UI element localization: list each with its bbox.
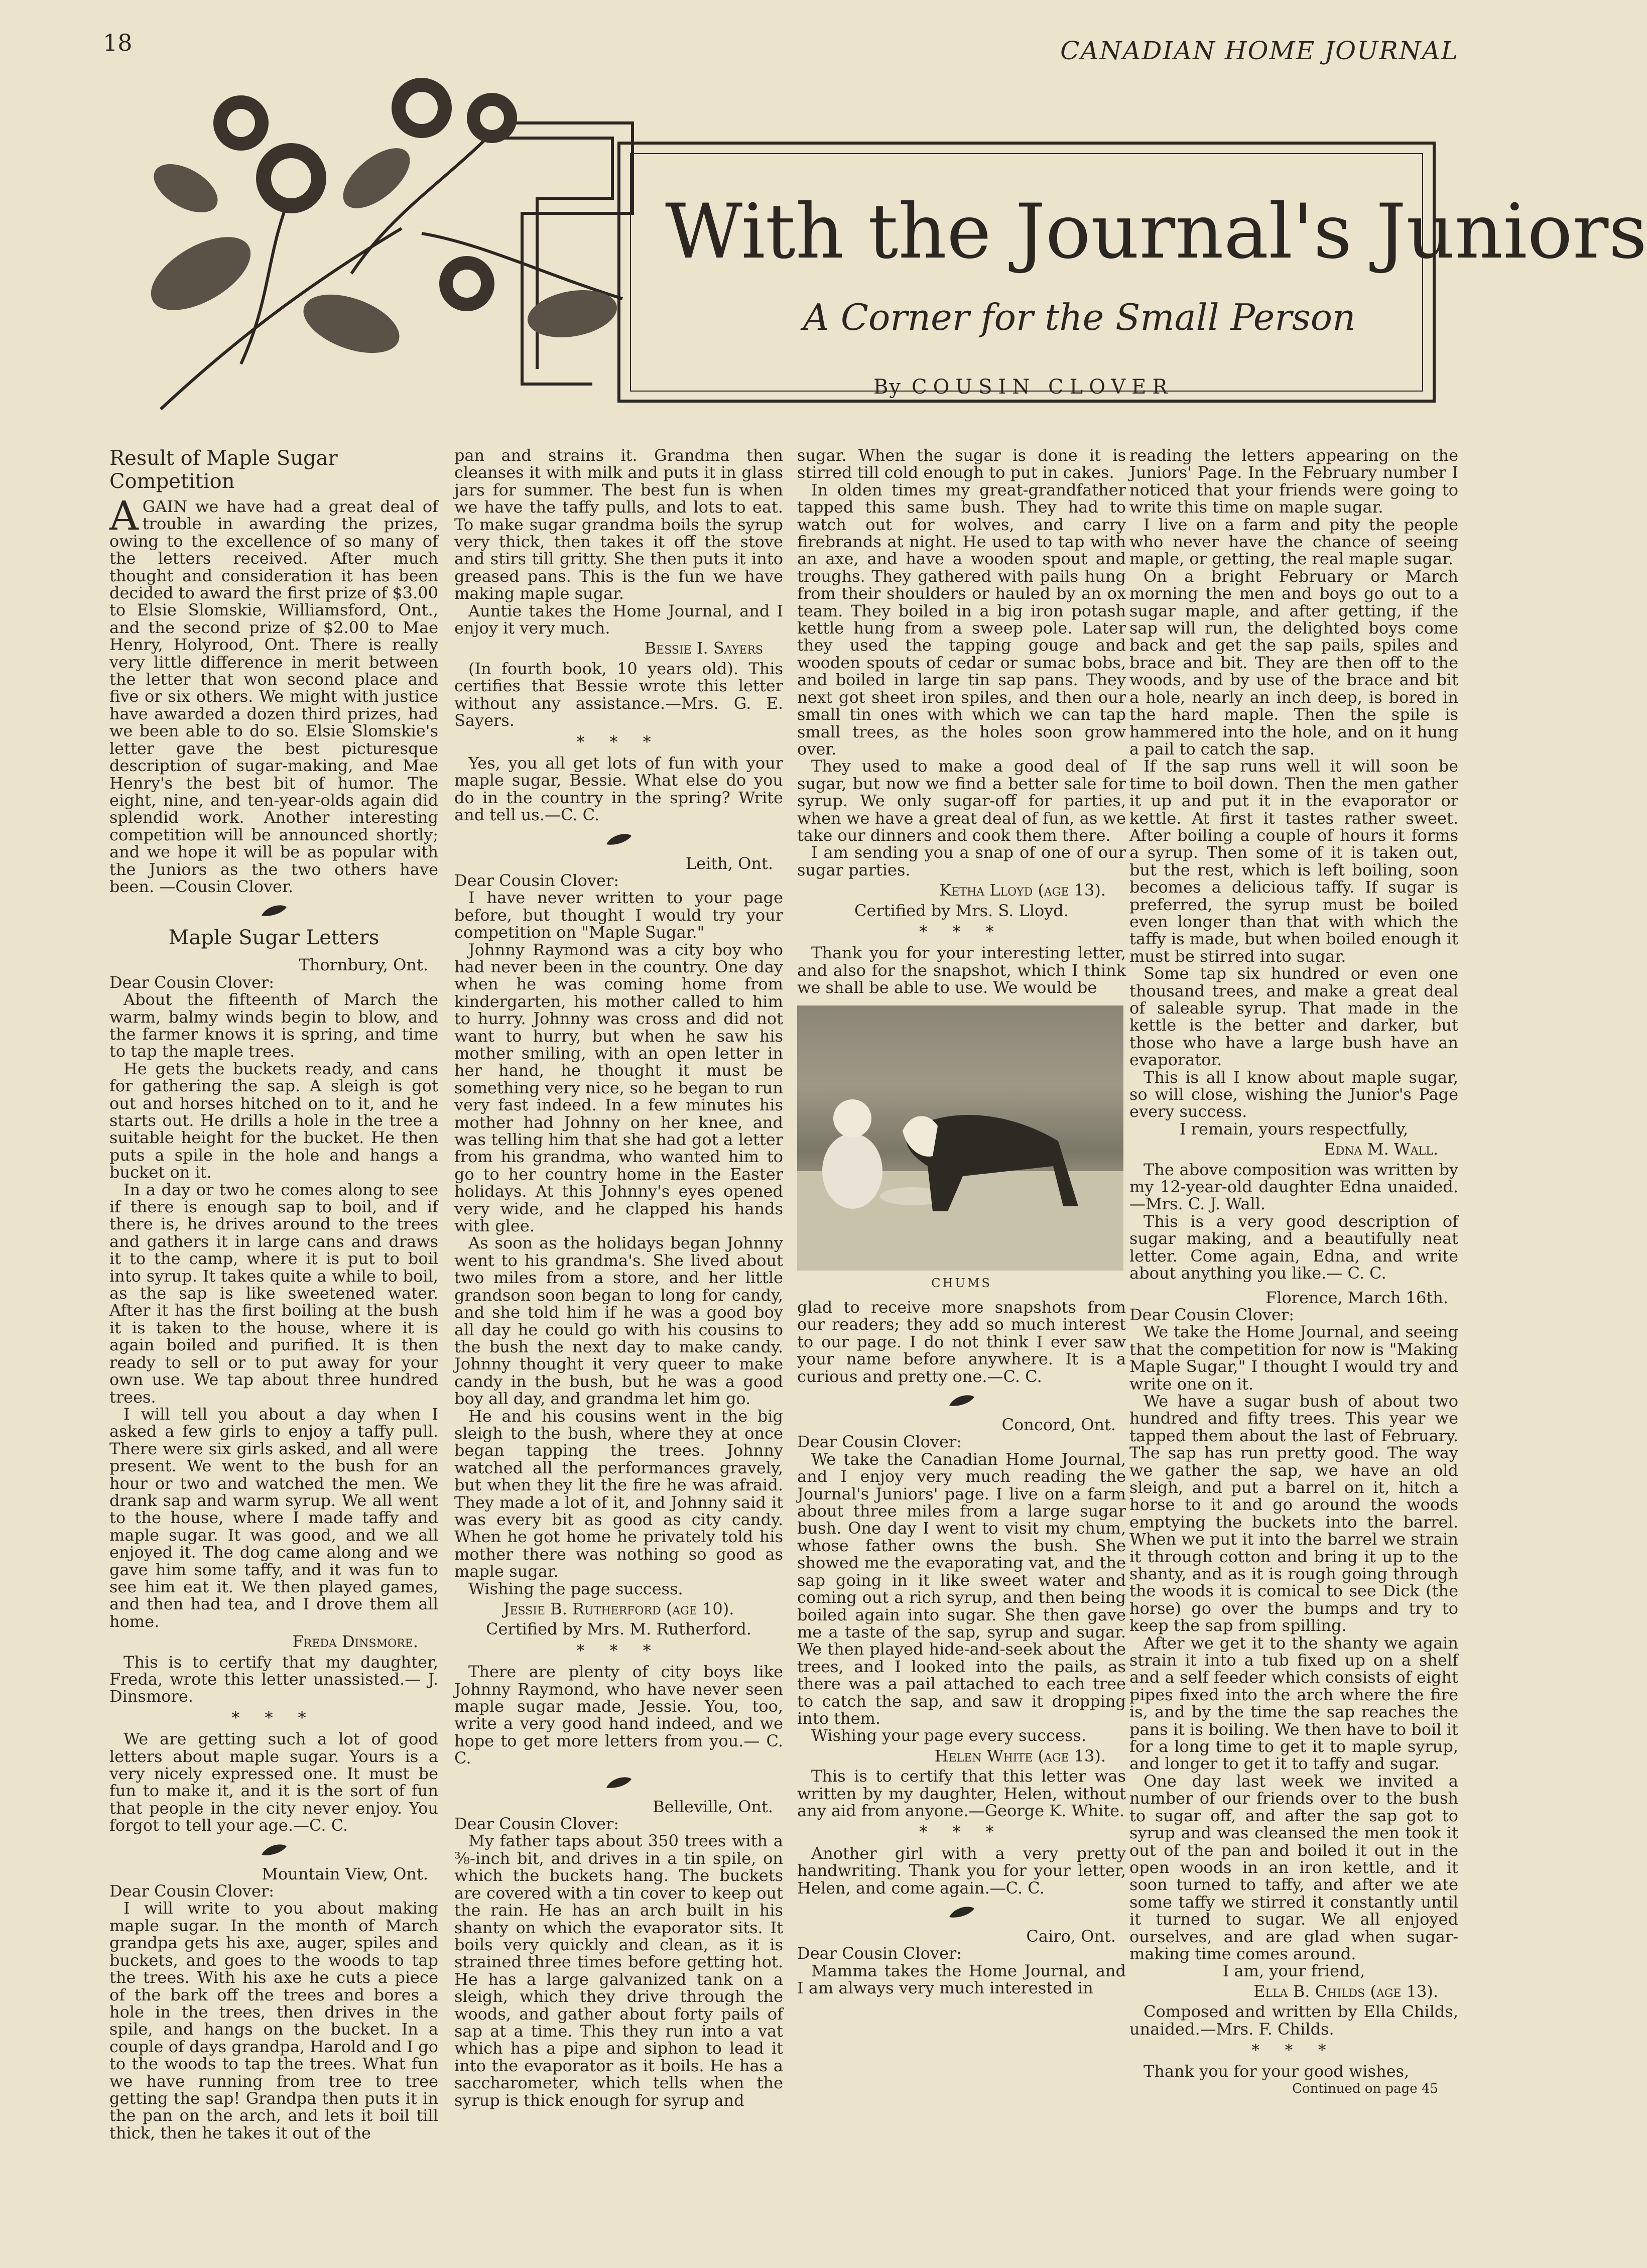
separator-stars: * * * — [231, 1708, 316, 1727]
page-number: 18 — [103, 29, 133, 56]
letter-place: Leith, Ont. — [685, 853, 773, 873]
column-1 — [109, 447, 438, 2141]
editor-reply: Thank you for your good wishes, — [1144, 2062, 1410, 2081]
letter-paragraph: Mamma takes the Home Journal, and I am always very much interested in — [797, 1961, 1126, 1998]
continued-notice: Continued on page 45 — [1292, 2081, 1438, 2096]
separator-stars: * * * — [1251, 2040, 1336, 2060]
leaf-ornament-icon — [259, 1842, 289, 1857]
section-heading-competition: Result of Maple Sugar Competition — [109, 447, 338, 493]
leaf-ornament-icon — [947, 1393, 977, 1408]
letter-paragraph: This is all I know about maple sugar, so will close, wishing the Junior's Page every success. — [1129, 1067, 1458, 1121]
letter-paragraph: reading the letters appearing on the Juniors' Page. In the February number I noticed that your friends were going to write this time on maple sugar. — [1129, 446, 1458, 517]
letter-paragraph: On a bright February or March morning the men and boys go out to a sugar maple, and after getting, if the sap will run, the delighted boys come back and get the sap pails, spiles and brace and bit. They are then off to the woods, and by use of the brace and bit a hole, nearly an inch deep, is bored in the hard maple. Then the spile is hammered into the hole, and on it hung a pail to catch the sap. — [1129, 566, 1458, 759]
letter-paragraph: As soon as the holidays began Johnny went to his grandma's. She lived about two miles from a store, and her little grandson soon began to long for candy, and she told him if he was a good boy all day he could go with his cousins to the bush the next day to make candy. Johnny thought it very queer to make candy in the bush, but he was a good boy all day, and grandma let him go. — [454, 1233, 783, 1409]
letter-certification: This is to certify that this letter was written by my daughter, Helen, without any aid from anyone.—George K. White. — [797, 1767, 1126, 1820]
column-4 — [1129, 447, 1458, 2097]
letter-certification: Composed and written by Ella Childs, unaided.—Mrs. F. Childs. — [1129, 2002, 1458, 2039]
letter-signature: Ketha Lloyd (age 13). — [939, 880, 1106, 900]
editor-reply: glad to receive more snapshots from our readers; they add so much interest to our page. I do not think I ever saw your name before anywhere. It is a curious and pretty one.—C. C. — [797, 1298, 1126, 1386]
separator-stars: * * * — [919, 1822, 1004, 1842]
letter-closing: I remain, yours respectfully, — [1179, 1119, 1409, 1139]
letter-paragraph: Wishing the page success. — [468, 1579, 683, 1598]
photo-scene — [797, 1005, 1123, 1271]
letter-salutation: Dear Cousin Clover: — [797, 1432, 962, 1452]
byline-name: COUSIN CLOVER — [912, 375, 1174, 399]
letter-signature: Freda Dinsmore. — [292, 1632, 418, 1652]
leaf-ornament-icon — [604, 832, 634, 847]
letter-paragraph: One day last week we invited a number of our friends over to the bush to sugar off, and after the sap got to syrup and was cleansed the men took it out of the pan and boiled it out in the open woods in an iron kettle, and it soon turned to taffy, and after we ate some taffy we stirred it constantly until it turned to sugar. We all enjoyed ourselves, and are glad when sugar-making time comes around. — [1129, 1771, 1458, 1963]
letter-paragraph: We have a sugar bush of about two hundred and fifty trees. This year we tapped them about the last of February. The sap has run pretty good. The way we gather the sap, we have an old sleigh, and put a barrel on it, hitch a horse to it and go around the woods emptying the buckets into the barrel. When we put it into the barrel we strain it through cotton and bring it up to the shanty, and as it is rough going through the woods it is comical to see Dick (the horse) go over the bumps and try to keep the sap from spilling. — [1129, 1391, 1458, 1635]
leaf-ornament-icon — [259, 903, 289, 918]
letter-paragraph: We take the Canadian Home Journal, and I enjoy very much reading the Journal's Juniors' page. I live on a farm about three miles from a large sugar bush. One day I went to visit my chum, whose father owns the bush. She showed me the evaporating vat, and the sap going in it like sweet water and coming out a rich syrup, and then being boiled again into sugar. She then gave me a taste of the sap, syrup and sugar. We then played hide-and-seek about the trees, and I looked into the pails, as there was a pail attached to each tree to catch the sap, and saw it dropping into them. — [797, 1449, 1126, 1728]
letter-place: Thornbury, Ont. — [299, 955, 428, 975]
letter-certification: The above composition was written by my 12-year-old daughter Edna unaided.—Mrs. C. J. Wall. — [1129, 1160, 1458, 1214]
editor-reply: This is a very good description of sugar making, and a beautifully neat letter. Come again, Edna, and write about anything you like.— C. C. — [1129, 1211, 1458, 1283]
letter-paragraph: In a day or two he comes along to see if there is enough sap to boil, and if there is, he drives around to the trees and gathers it in large cans and draws it to the camp, where it is put to boil into syrup. It takes quite a while to boil, as the sap is like sweetened water. After it has the first boiling at the bush it is taken to the house, where it is again boiled and purified. It is then ready to sell or to put away for your own use. We tap about three hundred trees. — [109, 1180, 438, 1407]
letter-paragraph: My father taps about 350 trees with a ⅜-inch bit, and drives in a tin spile, on which the buckets hang. The buckets are covered with a tin cover to keep out the rain. He has an arch built in his shanty on which the evaporator sits. It boils very quickly and clean, as it is strained three times before getting hot. He has a large galvanized tank on a sleigh, which they drive through the woods, and gather about forty pails of sap at a time. This they run into a vat which has a pipe and siphon to lead it into the evaporator as it boils. He has a saccharometer, which tells when the syrup is thick enough for syrup and — [454, 1831, 783, 2110]
separator-stars: * * * — [576, 1641, 661, 1660]
letter-signature: Bessie I. Sayers — [644, 639, 763, 658]
letter-place: Mountain View, Ont. — [262, 1864, 428, 1883]
letter-signature: Edna M. Wall. — [1324, 1140, 1438, 1159]
editor-reply: We are getting such a lot of good letters about maple sugar. Yours is a very nicely expressed one. It must be fun to make it, and it is the sort of fun that people in the city never enjoy. You forgot to tell your age.—C. C. — [109, 1729, 438, 1835]
letter-paragraph: I will write to you about making maple sugar. In the month of March grandpa gets his axe, auger, spiles and buckets, and goes to the woods to tap the trees. With his axe he cuts a piece of the bark off the trees and bores a hole in the trees, then drives in the spile, and hangs on the bucket. In a couple of days grandpa, Harold and I go to the woods to tap the trees. What fun we have running from tree to tree getting the sap! Grandpa then puts it in the pan on the arch, and lets it boil till thick, then he takes it out of the — [109, 1899, 438, 2143]
letter-signature: Helen White (age 13). — [934, 1746, 1106, 1766]
letter-signature: Jessie B. Rutherford (age 10). — [503, 1599, 734, 1618]
letter-paragraph: Auntie takes the Home Journal, and I enjoy it very much. — [454, 601, 783, 638]
editor-reply: Thank you for your interesting letter, and also for the snapshot, which I think we shall be able to use. We would be — [797, 943, 1126, 997]
letter-paragraph: In olden times my great-grandfather tapped this same bush. They had to watch out for wolves, and carry firebrands at night. He used to tap with an axe, and have a wooden spout and troughs. They gathered with pails hung from their shoulders or hauled by an ox team. They boiled in a big iron potash kettle hung from a sweep pole. Later they used the tapping gouge and wooden spouts of cedar or sumac bobs, and boiled in large tin sap pans. They next got sheet iron spiles, and then our small tin ones with which we can tap small trees, as the holes soon grow over. — [797, 480, 1126, 759]
letter-salutation: Dear Cousin Clover: — [454, 1814, 619, 1834]
letter-paragraph: Wishing your page every success. — [811, 1726, 1086, 1745]
letter-closing: I am, your friend, — [1222, 1961, 1365, 1981]
letter-paragraph: pan and strains it. Grandma then cleanses it with milk and puts it in glass jars for summer. The best fun is when we have the taffy pulls, and lots to eat. To make sugar grandma boils the syrup very thick, then takes it off the stove and stirs till gritty. She then puts it into greased pans. This is the fun we have making maple sugar. — [454, 446, 783, 603]
page-subtitle: A Corner for the Small Person — [803, 296, 1356, 338]
letter-salutation: Dear Cousin Clover: — [797, 1944, 962, 1963]
letter-place: Florence, March 16th. — [1265, 1288, 1448, 1307]
byline — [873, 375, 1174, 399]
letter-salutation: Dear Cousin Clover: — [109, 972, 275, 992]
letter-certification: Certified by Mrs. S. Lloyd. — [854, 901, 1069, 920]
letter-paragraph: I will tell you about a day when I asked a few girls to enjoy a taffy pull. There were six girls asked, and all were present. We went to the bush for an hour or two and watched the men. We drank sap and warm syrup. We all went to the house, where I made taffy and maple sugar. It was good, and we all enjoyed it. The dog came along and we gave him some taffy, and it was fun to see him eat it. We then played games, and then had tea, and I drove them all home. — [109, 1404, 438, 1631]
letter-paragraph: sugar. When the sugar is done it is stirred till cold enough to put in cakes. — [797, 446, 1126, 482]
drop-cap: A — [109, 492, 139, 539]
letter-paragraph: I am sending you a snap of one of our sugar parties. — [797, 843, 1126, 879]
letter-paragraph: I live on a farm and pity the people who never have the chance of seeing maple, or getting, the real maple sugar. — [1129, 515, 1458, 569]
page-title: With the Journal's Juniors — [665, 188, 1647, 276]
editor-reply: There are plenty of city boys like Johnny Raymond, who have never seen maple sugar made, Jessie. You, too, write a very good hand indeed, and we hope to get more letters from you.— C. C. — [454, 1662, 783, 1768]
letter-certification: Certified by Mrs. M. Rutherford. — [486, 1619, 751, 1639]
photo-caption: CHUMS — [931, 1276, 992, 1290]
column-3 — [797, 447, 1126, 1997]
letter-paragraph: After we get it to the shanty we again strain it into a tub fixed up on a shelf and a self feeder which consists of eight pipes fixed into the arch where the fire is, and by the time the sap reaches the pans it is boiling. We then have to boil it for a long time to get it to maple syrup, and longer to get it to taffy and sugar. — [1129, 1633, 1458, 1774]
letter-salutation: Dear Cousin Clover: — [454, 870, 619, 890]
editor-reply: Another girl with a very pretty handwriting. Thank you for your letter, Helen, and come again.—C. C. — [797, 1843, 1126, 1898]
separator-stars: * * * — [576, 732, 661, 751]
letter-place: Concord, Ont. — [1001, 1415, 1116, 1435]
letter-paragraph: If the sap runs well it will soon be time to boil down. Then the men gather it up and put it in the evaporator or kettle. At first it tastes rather sweet. After boiling a couple of hours it forms a syrup. Then some of it is taken out, but the rest, which is left boiling, soon becomes a delicious taffy. If sugar is preferred, the syrup must be boiled even longer than that with which the taffy is made, but when boiled enough it must be stirred into sugar. — [1129, 757, 1458, 966]
separator-stars: * * * — [919, 922, 1004, 941]
letter-paragraph: He gets the buckets ready, and cans for gathering the sap. A sleigh is got out and horses hitched on to it, and he starts out. He drills a hole in the tree a suitable height for the bucket. He then puts a spile in the hole and hangs a bucket on it. — [109, 1059, 438, 1182]
letter-paragraph: Some tap six hundred or even one thousand trees, and make a great deal of saleable syrup. That made in the kettle is the better and darker, but those who have a large bush have an evaporator. — [1129, 964, 1458, 1070]
letter-place: Cairo, Ont. — [1026, 1927, 1116, 1946]
competition-text: AGAIN we have had a great deal of trouble in awarding the prizes, owing to the excellence of so many of the letters received. After much thought and consideration it has been decided to award the first prize of $3.00 to Elsie Slomskie, Williamsford, Ont., and the second prize of $2.00 to Mae Henry, Holyrood, Ont. There is really very little difference in merit between the letter that won second place and five or six others. We might with justice have awarded a dozen third prizes, had we been able to do so. Elsie Slomskie's letter gave the best picturesque description of sugar-making, and Mae Henry's the best bit of humor. The eight, nine, and ten-year-olds again did splendid work. Another interesting competition will be announced shortly; and we hope it will be as popular with the Juniors as the two others have been. —Cousin Clover. — [109, 492, 438, 896]
letter-paragraph: They used to make a good deal of sugar, but now we find a better sale for syrup. We only sugar-off for parties, when we have a great deal of fun, as we take our dinners and cook them there. — [797, 757, 1126, 845]
leaf-ornament-icon — [947, 1905, 977, 1920]
section-heading-letters: Maple Sugar Letters — [168, 926, 379, 950]
letter-paragraph: About the fifteenth of March the warm, balmy winds begin to blow, and the farmer knows it is spring, and time to tap the maple trees. — [109, 990, 438, 1061]
letter-paragraph: Johnny Raymond was a city boy who had never been in the country. One day when he was coming home from kindergarten, his mother called to him to hurry. Johnny was cross and did not want to hurry, but when he saw his mother smiling, with an open letter in her hand, he thought it must be something very nice, so he began to run very fast indeed. In a few minutes his mother had Johnny on her knee, and was telling him that she had got a letter from his grandma, who wanted him to go to her country home in the Easter holidays. At this Johnny's eyes opened very wide, and he clapped his hands with glee. — [454, 940, 783, 1236]
magazine-name: CANADIAN HOME JOURNAL — [1060, 36, 1459, 65]
leaf-ornament-icon — [604, 1775, 634, 1790]
letter-certification: This is to certify that my daughter, Freda, wrote this letter unassisted.— J. Dinsmore. — [109, 1652, 438, 1706]
letter-paragraph: We take the Home Journal, and seeing that the competition for now is "Making Maple Sugar," I thought I would try and write one on it. — [1129, 1322, 1458, 1394]
column-2 — [454, 447, 783, 2109]
letter-salutation: Dear Cousin Clover: — [1129, 1305, 1295, 1324]
letter-certification: (In fourth book, 10 years old). This certifies that Bessie wrote this letter without any assistance.—Mrs. G. E. Sayers. — [454, 659, 783, 730]
letter-paragraph: I have never written to your page before, but thought I would try your competition on "Maple Sugar." — [454, 888, 783, 942]
byline-by: By — [873, 375, 902, 399]
letter-paragraph: He and his cousins went in the big sleigh to the bush, where they at once began tapping the trees. Johnny watched all the performances gravely, but when they lit the fire he was afraid. They made a lot of it, and Johnny said it was every bit as good as city candy. When he got home he privately told his mother there was nothing so good as maple sugar. — [454, 1406, 783, 1581]
editor-reply: Yes, you all get lots of fun with your maple sugar, Bessie. What else do you do in the country in the spring? Write and tell us.—C. C. — [454, 753, 783, 825]
photo-chums — [797, 1005, 1123, 1271]
letter-place: Belleville, Ont. — [653, 1797, 773, 1816]
letter-salutation: Dear Cousin Clover: — [109, 1881, 275, 1901]
letter-signature: Ella B. Childs (age 13). — [1253, 1981, 1438, 2001]
clover-illustration — [141, 63, 668, 417]
